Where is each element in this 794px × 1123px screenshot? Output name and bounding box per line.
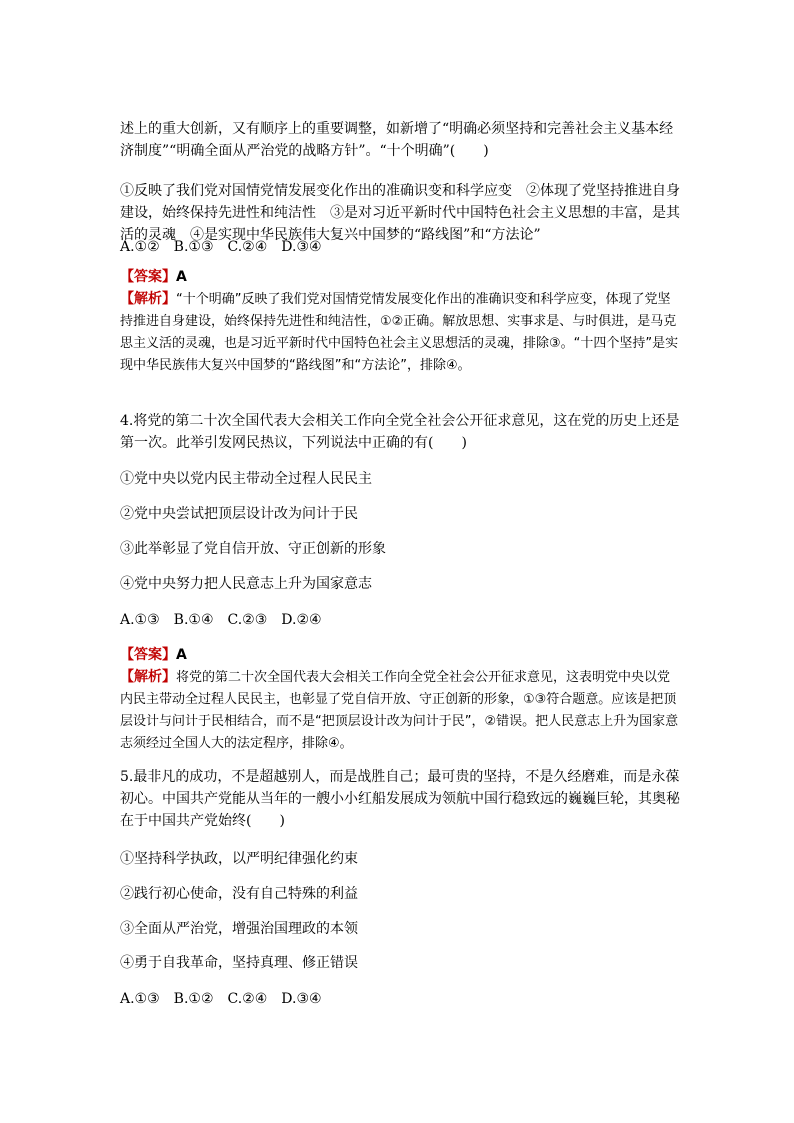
answer-value: A — [176, 647, 187, 663]
q5-stem: 5.最非凡的成功，不是超越别人，而是战胜自己；最可贵的坚持，不是久经磨难，而是永葆初心。中国共产党能从当年的一艘小小红船发展成为领航中国行稳致远的巍巍巨轮，其奥秘在于中国共产党始终( ) — [120, 769, 680, 829]
q4-option-1: ①党中央以党内民主带动全过程人民民主 — [120, 471, 372, 487]
q3-items: ①反映了我们党对国情党情发展变化作出的准确识变和科学应变 ②体现了党坚持推进自身建设，始终保持先进性和纯洁性 ③是对习近平新时代中国特色社会主义思想的丰富，是其活的灵魂 ④是实现中华民族伟大复兴中国梦的“路线图”和“方法论” — [120, 183, 680, 243]
answer-tag: 【答案】 — [120, 647, 176, 663]
analysis-text: 将党的第二十次全国代表大会相关工作向全党全社会公开征求意见，这表明党中央以党内民主带动全过程人民民主，也彰显了党自信开放、守正创新的形象，①③符合题意。应该是把顶层设计与问计于民相结合，而不是“把顶层设计改为问计于民”，②错误。把人民意志上升为国家意志须经过全国人大的法定程序，排除④。 — [120, 670, 679, 751]
q3-answer — [120, 266, 680, 288]
q4-option-2: ②党中央尝试把顶层设计改为问计于民 — [120, 506, 358, 522]
analysis-text: “十个明确”反映了我们党对国情党情发展变化作出的准确识变和科学应变，体现了党坚持推进自身建设，始终保持先进性和纯洁性，①②正确。解放思想、实事求是、与时俱进，是马克思主义活的灵魂，也是习近平新时代中国特色社会主义思想活的灵魂，排除③。“十四个坚持”是实现中华民族伟大复兴中国梦的“路线图”和“方法论”，排除④。 — [120, 292, 679, 373]
answer-value: A — [176, 269, 187, 285]
q4-choices: A.①③ B.①④ C.②③ D.②④ — [120, 612, 322, 628]
analysis-tag: 【解析】 — [120, 669, 176, 685]
q5-option-2: ②践行初心使命，没有自己特殊的利益 — [120, 886, 358, 902]
answer-tag: 【答案】 — [120, 269, 176, 285]
q3-stem: 述上的重大创新，又有顺序上的重要调整，如新增了“明确必须坚持和完善社会主义基本经济制度”“明确全面从严治党的战略方针”。“十个明确”( ) — [120, 121, 674, 159]
q4-answer — [120, 644, 680, 666]
q4-analysis — [120, 666, 680, 755]
q4-option-4: ④党中央努力把人民意志上升为国家意志 — [120, 576, 372, 592]
q5-option-4: ④勇于自我革命，坚持真理、修正错误 — [120, 955, 358, 971]
q5-choices: A.①③ B.①② C.②④ D.③④ — [120, 991, 322, 1007]
q4-option-3: ③此举彰显了党自信开放、守正创新的形象 — [120, 541, 386, 557]
q3-analysis — [120, 288, 680, 377]
q5-option-1: ①坚持科学执政，以严明纪律强化约束 — [120, 851, 358, 867]
analysis-tag: 【解析】 — [120, 291, 176, 307]
q3-choices: A.①② B.①③ C.②④ D.③④ — [120, 239, 322, 255]
q4-stem: 4.将党的第二十次全国代表大会相关工作向全党全社会公开征求意见，这在党的历史上还是第一次。此举引发网民热议，下列说法中正确的有( ) — [120, 413, 680, 451]
q5-option-3: ③全面从严治党，增强治国理政的本领 — [120, 921, 358, 937]
